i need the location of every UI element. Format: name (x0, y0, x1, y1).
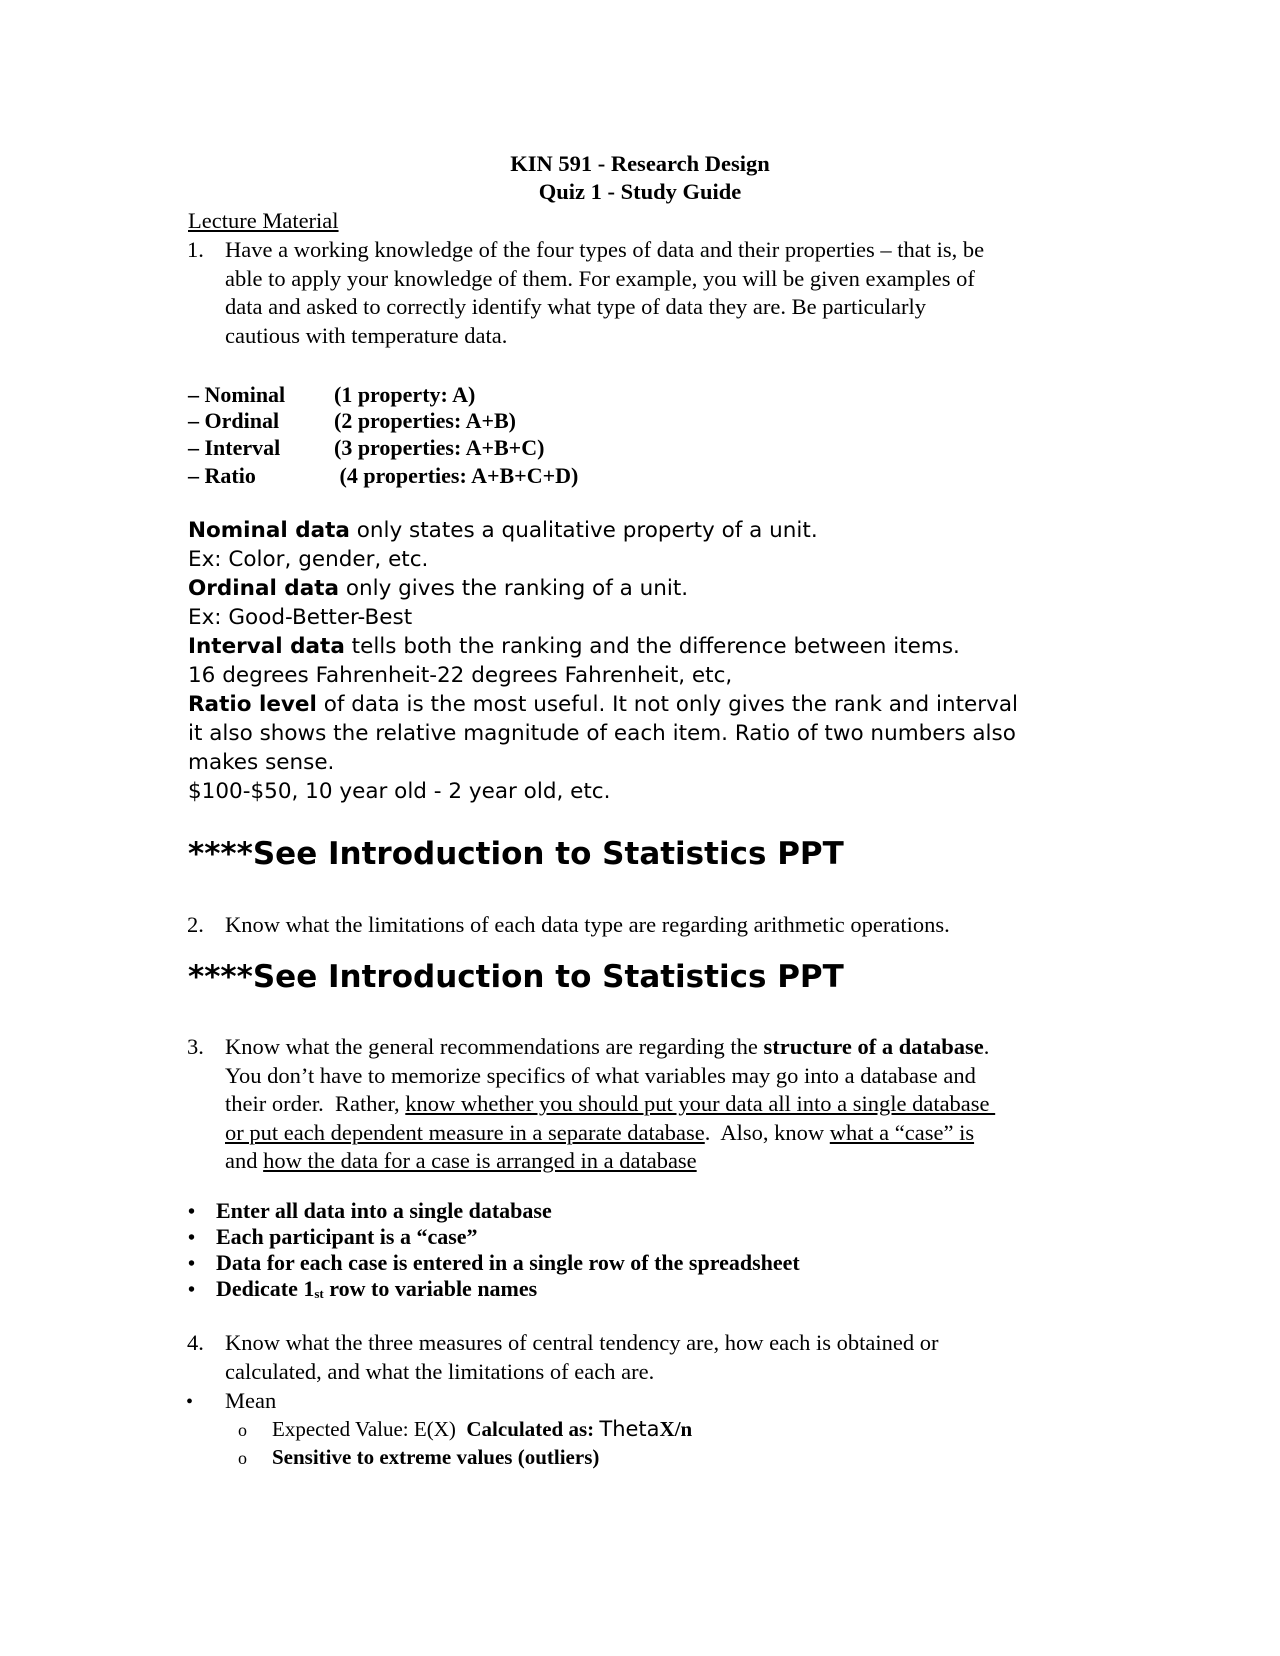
section-label: Lecture Material (188, 208, 339, 233)
data-type-row (188, 434, 544, 461)
item3-line: You don’t have to memorize specifics of what variables may go into a database and (225, 1062, 976, 1088)
sub-list-item (238, 1443, 599, 1473)
quiz-title: Quiz 1 - Study Guide (538, 179, 742, 204)
bullet-text: Data for each case is entered in a single row of the spreadsheet (216, 1250, 800, 1275)
item3-line (225, 1090, 1085, 1119)
bullet-icon: • (188, 1279, 196, 1301)
sub-item-text: Sensitive to extreme values (outliers) (272, 1445, 600, 1469)
interval-example: 16 degrees Fahrenheit-22 degrees Fahrenheit, etc, (188, 663, 733, 688)
data-type-props: (4 properties: A+B+C+D) (334, 463, 579, 488)
underlined-phrase: what a “case” is (829, 1119, 975, 1145)
bullet-icon: • (186, 1391, 194, 1413)
data-type-row (188, 407, 516, 434)
data-type-row (188, 381, 475, 408)
data-type-props: (2 properties: A+B) (334, 408, 516, 433)
interval-description (188, 632, 1108, 661)
item3-text-span: . (983, 1034, 990, 1059)
calculated-as-label: Calculated as: (466, 1417, 600, 1441)
data-type-row (188, 462, 578, 489)
item1-line: data and asked to correctly identify what type of data they are. Be particularly (225, 294, 926, 319)
ratio-rest: of data is the most useful. It not only gives the rank and interval (316, 692, 1018, 717)
sub-list-item (238, 1415, 692, 1445)
underlined-phrase: or put each dependent measure in a separate database (225, 1119, 705, 1145)
item1-line: able to apply your knowledge of them. For example, you will be given examples of (225, 265, 975, 291)
ratio-description-cont: makes sense. (188, 750, 335, 775)
item-number: 4. (187, 1330, 204, 1355)
item3-line (225, 1033, 1085, 1062)
data-type-props: (3 properties: A+B+C) (334, 435, 545, 460)
nominal-rest: only states a qualitative property of a unit. (349, 518, 818, 543)
ordinal-description (188, 574, 1108, 603)
descriptions-block (188, 516, 1108, 806)
data-type-name: – Nominal (188, 382, 286, 407)
item3-line (225, 1147, 1085, 1176)
bullet-text: row to variable names (323, 1276, 538, 1301)
bullet-icon: • (188, 1201, 196, 1223)
nominal-example: Ex: Color, gender, etc. (188, 547, 429, 572)
item3-line (225, 1119, 1085, 1148)
interval-rest: tells both the ranking and the difference between items. (344, 634, 960, 659)
ordinal-rest: only gives the ranking of a unit. (339, 576, 689, 601)
item1-line: Have a working knowledge of the four types of data and their properties – that is, be (225, 237, 985, 262)
list-item (188, 1224, 478, 1252)
item2-text: Know what the limitations of each data type are regarding arithmetic operations. (225, 912, 950, 937)
data-type-props: (1 property: A) (334, 382, 476, 407)
item-number: 1. (187, 237, 204, 262)
sub-bullet-icon: o (238, 1448, 247, 1468)
data-type-name: – Ordinal (188, 408, 280, 433)
structure-of-database-term: structure of a database (763, 1034, 984, 1059)
ratio-description (188, 690, 1108, 719)
sub-item-text: Expected Value: E(X) (272, 1417, 467, 1441)
nominal-term: Nominal data (188, 518, 350, 543)
theta-symbol: Theta (599, 1417, 660, 1441)
item-number: 2. (187, 912, 204, 937)
item3-text-span: . Also, know (704, 1119, 830, 1145)
list-item (188, 1250, 800, 1278)
item1-line: cautious with temperature data. (225, 322, 508, 348)
bullet-icon: • (188, 1253, 196, 1275)
underlined-phrase: know whether you should put your data all into a single database (405, 1091, 996, 1116)
ratio-term: Ratio level (188, 692, 317, 717)
item4-text (225, 1329, 1085, 1386)
item4-line: Know what the three measures of central tendency are, how each is obtained or (225, 1330, 939, 1355)
data-type-name: – Interval (188, 435, 281, 460)
course-title: KIN 591 - Research Design (510, 151, 770, 176)
ordinal-example: Ex: Good-Better-Best (188, 605, 413, 630)
data-type-name: – Ratio (188, 463, 256, 488)
nominal-description (188, 516, 1108, 545)
bullet-text: Dedicate 1 (216, 1276, 315, 1301)
list-item (188, 1276, 537, 1308)
bullet-text: Enter all data into a single database (216, 1198, 552, 1223)
ratio-example: $100-$50, 10 year old - 2 year old, etc. (188, 779, 611, 804)
item3-text-span: their order. Rather, (225, 1091, 406, 1116)
item1-text (225, 236, 1085, 350)
interval-term: Interval data (188, 634, 345, 659)
ordinal-term: Ordinal data (188, 576, 339, 601)
item-number: 3. (187, 1034, 204, 1059)
see-ppt-heading: ****See Introduction to Statistics PPT (188, 836, 844, 872)
underlined-phrase: how the data for a case is arranged in a database (263, 1148, 697, 1173)
item4-line: calculated, and what the limitations of each are. (225, 1358, 655, 1384)
item3-text (225, 1033, 1085, 1176)
item3-text-span: and (225, 1148, 264, 1173)
item3-text-span: Know what the general recommendations are regarding the (225, 1034, 764, 1059)
bullet-text: Mean (225, 1388, 277, 1413)
sub-bullet-icon: o (238, 1420, 247, 1440)
bullet-icon: • (188, 1227, 196, 1249)
formula: X/n (659, 1417, 693, 1441)
ordinal-suffix: st (314, 1286, 324, 1301)
bullet-text: Each participant is a “case” (216, 1224, 478, 1249)
see-ppt-heading: ****See Introduction to Statistics PPT (188, 959, 844, 995)
ratio-description-cont: it also shows the relative magnitude of each item. Ratio of two numbers also (188, 721, 1016, 746)
list-item (188, 1198, 552, 1226)
list-item-mean (186, 1387, 276, 1417)
